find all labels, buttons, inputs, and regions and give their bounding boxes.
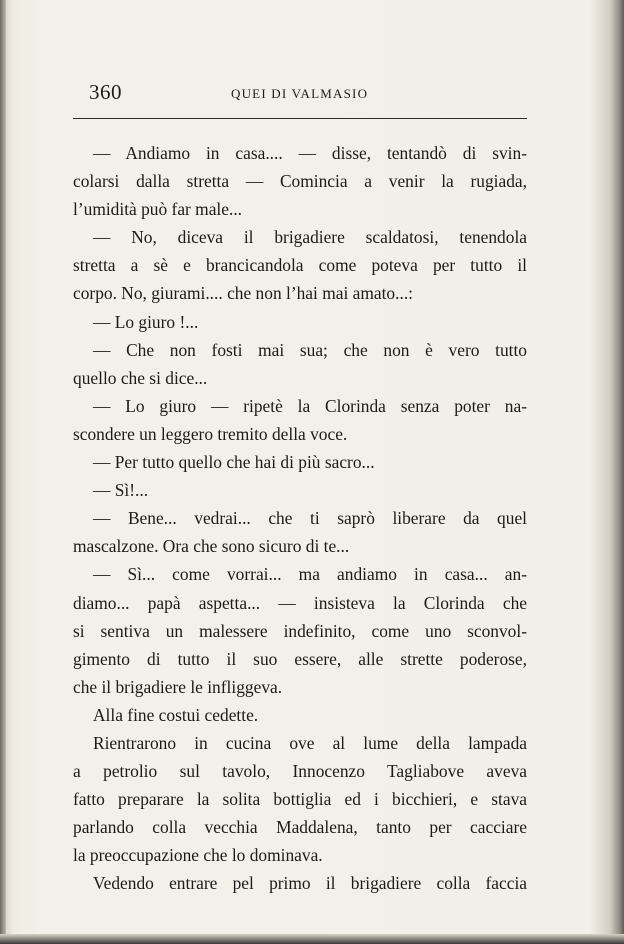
page-bottom-edge: [0, 934, 624, 944]
text-line: — Bene... vedrai... che ti saprò liberare da quel: [93, 508, 527, 529]
text-line: si sentiva un malessere indefinito, come uno sconvol-: [73, 620, 527, 641]
text-line: corpo. No, giurami.... che non l’hai mai amato...:: [73, 283, 413, 304]
text-line: Rientrarono in cucina ove al lume della lampada: [93, 732, 527, 753]
page-header: [84, 80, 526, 110]
text-line: stretta a sè e brancicandola come poteva per tutto il: [73, 255, 527, 276]
text-line: — Che non fosti mai sua; che non è vero tutto: [93, 339, 527, 360]
text-line: diamo... papà aspetta... — insisteva la Clorinda che: [73, 592, 527, 613]
text-line: Alla fine costui cedette.: [93, 704, 259, 725]
header-rule: [73, 118, 527, 119]
text-line: scondere un leggero tremito della voce.: [73, 423, 348, 444]
text-line: fatto preparare la solita bottiglia ed i bicchieri, e stava: [73, 789, 527, 810]
body-text: [73, 139, 527, 898]
text-line: mascalzone. Ora che sono sicuro di te...: [73, 536, 350, 557]
page-left-edge: [0, 0, 6, 944]
text-line: — Sì... come vorrai... ma andiamo in casa... an-: [93, 564, 527, 585]
text-line: l’umidità può far male...: [73, 199, 243, 220]
text-line: — Andiamo in casa.... — disse, tentandò di svin-: [93, 143, 527, 163]
text-line: a petrolio sul tavolo, Innocenzo Tagliabove aveva: [73, 761, 527, 782]
text-line: parlando colla vecchia Maddalena, tanto per cacciare: [73, 817, 527, 838]
text-line: — Lo giuro !...: [93, 311, 199, 332]
running-title: QUEI DI VALMASIO: [231, 86, 369, 101]
text-line: — Per tutto quello che hai di più sacro...: [93, 452, 375, 473]
text-line: Vedendo entrare pel primo il brigadiere colla faccia: [93, 873, 527, 894]
text-line: — No, diceva il brigadiere scaldatosi, tenendola: [93, 227, 527, 248]
text-line: — Lo giuro — ripetè la Clorinda senza poter na-: [93, 395, 527, 416]
text-line: gimento di tutto il suo essere, alle strette poderose,: [73, 648, 527, 669]
text-line: che il brigadiere le infliggeva.: [73, 676, 283, 697]
text-line: colarsi dalla stretta — Comincia a venir la rugiada,: [73, 171, 527, 192]
text-line: — Sì!...: [93, 480, 149, 501]
page-number: 360: [89, 80, 122, 104]
page-right-edge: [610, 0, 624, 944]
text-line: la preoccupazione che lo dominava.: [73, 845, 323, 866]
text-line: quello che si dice...: [73, 367, 208, 388]
